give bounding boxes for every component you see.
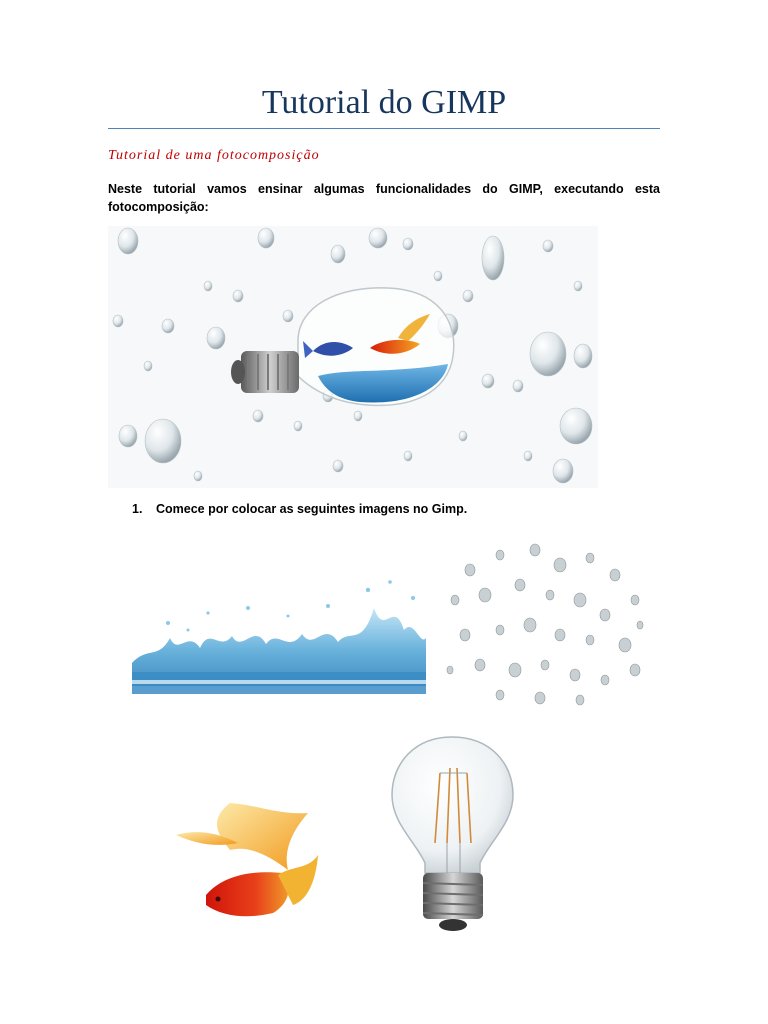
page-title: Tutorial do GIMP (261, 84, 507, 121)
step-text: Comece por colocar as seguintes imagens no Gimp. (156, 502, 468, 516)
light-bulb-image (385, 733, 520, 933)
water-drops-image (440, 540, 650, 710)
section-subtitle: Tutorial de uma fotocomposição (108, 148, 320, 163)
title-divider (108, 128, 660, 129)
red-fish-image (168, 795, 328, 925)
step-1 (132, 502, 467, 516)
water-splash-image (128, 568, 428, 708)
step-number: 1. (132, 502, 143, 516)
final-composition-image (108, 226, 598, 488)
intro-paragraph: Neste tutorial vamos ensinar algumas funcionalidades do GIMP, executando esta fotocomposição: (108, 182, 660, 214)
